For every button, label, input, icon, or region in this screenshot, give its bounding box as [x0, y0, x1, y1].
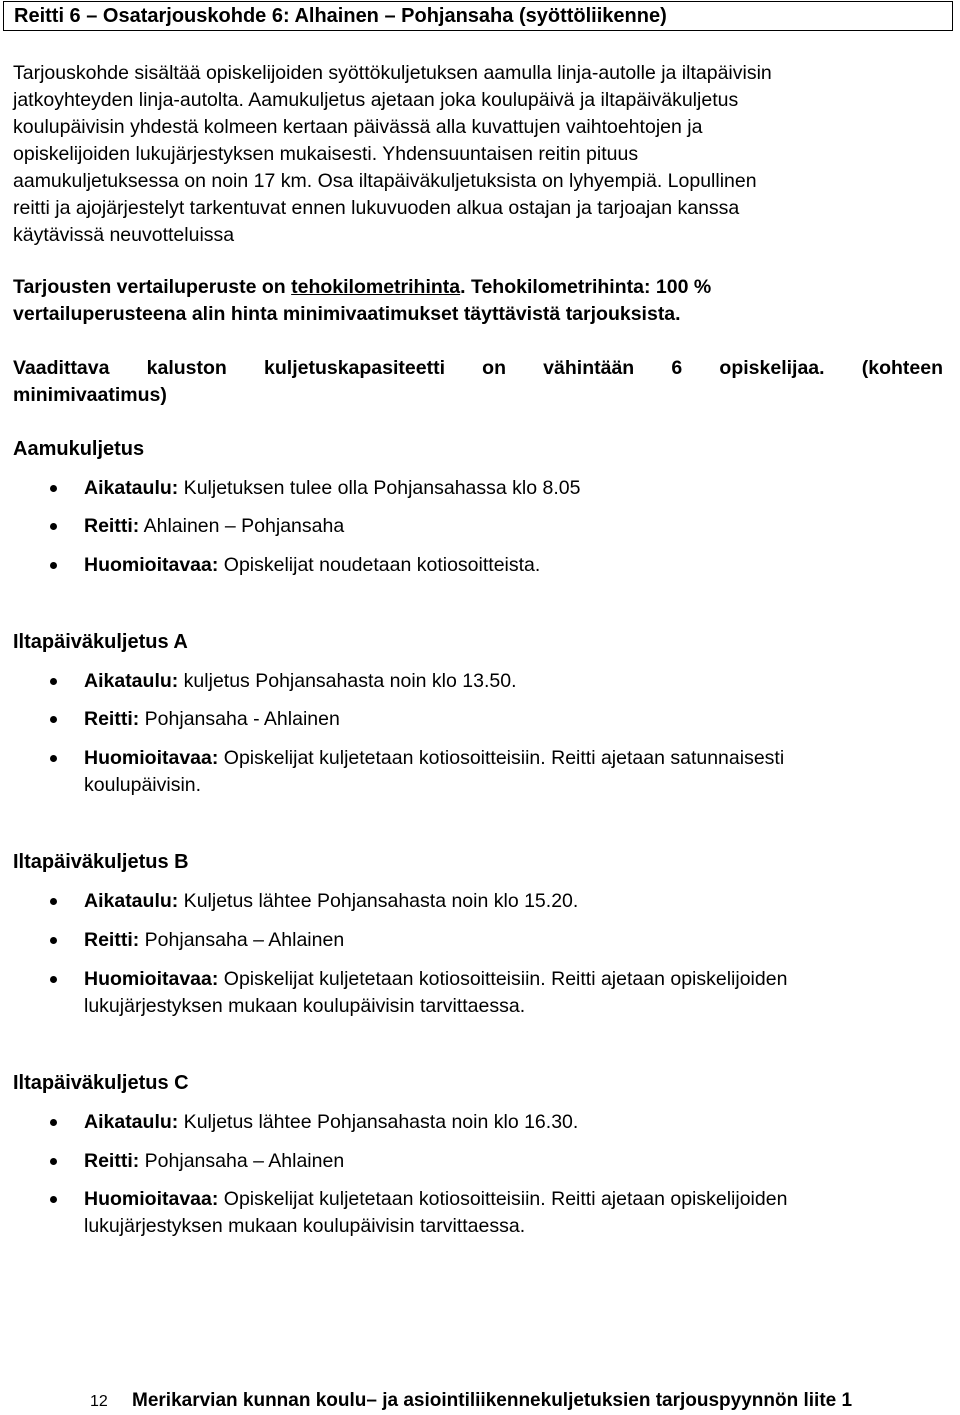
- criteria-keyword: tehokilometrihinta: [291, 276, 461, 298]
- bullet-icon: [50, 485, 57, 492]
- bullet-icon: [50, 716, 57, 723]
- intro-line: jatkoyhteyden linja-autolta. Aamukuljetus ajetaan joka koulupäivä ja iltapäiväkuljetus: [13, 89, 739, 111]
- list-item: Aikataulu: Kuljetus lähtee Pohjansahasta noin klo 16.30.: [84, 1111, 579, 1133]
- list-item: Huomioitavaa: Opiskelijat kuljetetaan kotiosoitteisiin. Reitti ajetaan opiskelijoiden lukujärjestyksen mukaan koulupäivisin tarvittaessa.: [84, 968, 788, 1017]
- list-item: Reitti: Pohjansaha - Ahlainen: [84, 708, 340, 730]
- list-item: Aikataulu: Kuljetuksen tulee olla Pohjansahassa klo 8.05: [84, 477, 581, 499]
- list-item: Reitti: Pohjansaha – Ahlainen: [84, 929, 345, 951]
- page-number: 12: [90, 1393, 108, 1410]
- list-item: Reitti: Pohjansaha – Ahlainen: [84, 1150, 345, 1172]
- capacity-requirement: Vaadittava kaluston kuljetuskapasiteetti on vähintään 6 opiskelijaa: [13, 357, 820, 379]
- bullet-icon: [50, 1119, 57, 1126]
- capacity-paragraph: [13, 355, 943, 409]
- list-item: Aikataulu: Kuljetus lähtee Pohjansahasta noin klo 15.20.: [84, 890, 579, 912]
- intro-line: reitti ja ajojärjestelyt tarkentuvat ennen lukuvuoden alkua ostajan ja tarjoajan kanssa: [13, 197, 740, 219]
- section-heading: Iltapäiväkuljetus A: [13, 631, 188, 653]
- intro-line: Tarjouskohde sisältää opiskelijoiden syöttökuljetuksen aamulla linja-autolle ja iltapäivisin: [13, 62, 772, 84]
- intro-line: käytävissä neuvotteluissa: [13, 224, 235, 246]
- section-heading: Aamukuljetus: [13, 438, 145, 460]
- bullet-icon: [50, 678, 57, 685]
- list-item: Huomioitavaa: Opiskelijat kuljetetaan kotiosoitteisiin. Reitti ajetaan opiskelijoiden lukujärjestyksen mukaan koulupäivisin tarvittaessa.: [84, 1188, 788, 1237]
- page-title: Reitti 6 – Osatarjouskohde 6: Alhainen – Pohjansaha (syöttöliikenne): [3, 1, 953, 31]
- bullet-icon: [50, 755, 57, 762]
- bullet-icon: [50, 1158, 57, 1165]
- section-heading: Iltapäiväkuljetus B: [13, 851, 189, 873]
- criteria-paragraph: [13, 274, 943, 328]
- footer-text: Merikarvian kunnan koulu– ja asiointiliikennekuljetuksien tarjouspyynnön liite 1: [132, 1390, 853, 1411]
- bullet-icon: [50, 898, 57, 905]
- intro-line: aamukuljetuksessa on noin 17 km. Osa iltapäiväkuljetuksista on lyhyempiä. Lopullinen: [13, 170, 757, 192]
- capacity-note: . (kohteen: [819, 357, 943, 379]
- intro-line: koulupäivisin yhdestä kolmeen kertaan päivässä alla kuvattujen vaihtoehtojen ja: [13, 116, 703, 138]
- bullet-icon: [50, 1196, 57, 1203]
- criteria-line: vertailuperusteena alin hinta minimivaatimukset täyttävistä tarjouksista.: [13, 303, 681, 325]
- intro-line: opiskelijoiden lukujärjestyksen mukaisesti. Yhdensuuntaisen reitin pituus: [13, 143, 639, 165]
- intro-paragraph: [13, 60, 943, 249]
- criteria-rest: . Tehokilometrihinta: 100 %: [460, 276, 712, 298]
- list-item: Reitti: Ahlainen – Pohjansaha: [84, 515, 345, 537]
- bullet-icon: [50, 523, 57, 530]
- list-item: Huomioitavaa: Opiskelijat kuljetetaan kotiosoitteisiin. Reitti ajetaan satunnaisesti koulupäivisin.: [84, 747, 785, 796]
- criteria-prefix: Tarjousten vertailuperuste on: [13, 276, 292, 298]
- list-item: Huomioitavaa: Opiskelijat noudetaan kotiosoitteista.: [84, 554, 541, 576]
- bullet-icon: [50, 937, 57, 944]
- capacity-line: minimivaatimus): [13, 384, 167, 406]
- section-heading: Iltapäiväkuljetus C: [13, 1072, 189, 1094]
- list-item: Aikataulu: kuljetus Pohjansahasta noin klo 13.50.: [84, 670, 517, 692]
- bullet-icon: [50, 976, 57, 983]
- page-footer: [90, 1388, 960, 1415]
- bullet-icon: [50, 562, 57, 569]
